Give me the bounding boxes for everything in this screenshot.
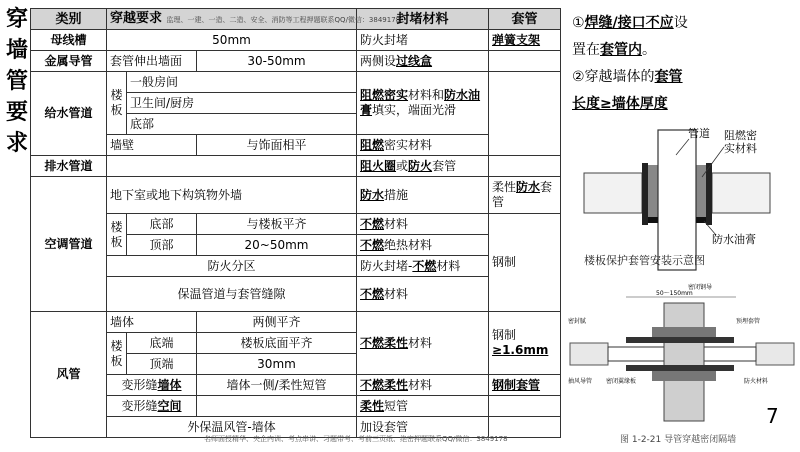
sealed-wall-caption: 图 1-2-21 导管穿越密闭隔墙 [620, 435, 737, 445]
ac-fire-zone-seal [357, 256, 489, 277]
duct-space-item-b: 空间 [157, 398, 182, 413]
ac-fire-zone: 防火分区 [107, 256, 357, 277]
duct-bottom-item: 底端 [127, 333, 197, 354]
header-requirement-label: 穿越要求 [110, 10, 163, 26]
water-item-2: 卫生间/厨房 [127, 93, 357, 114]
table-row [31, 72, 561, 93]
duct-space-item [107, 396, 197, 417]
note-line-2 [572, 37, 794, 64]
side-title [4, 4, 30, 159]
flange-bottom [652, 371, 716, 381]
ac-basement-seal-a: 防水 [360, 187, 385, 202]
category-busbar: 母线槽 [31, 30, 107, 51]
pipe [658, 130, 696, 270]
water-wall-seal-a: 阻燃 [360, 137, 385, 152]
water-seal-b: 材料和 [408, 88, 445, 102]
ac-fire-zone-seal-b: 不燃 [412, 258, 437, 273]
header-watermark: 监理、一建、一造、二造、安全、消防等工程押题联系QQ/微信：3849178 [166, 15, 401, 24]
category-ac-pipe: 空调管道 [31, 177, 107, 312]
d2-label-7: 抽风导管 [568, 378, 593, 385]
notes-panel [572, 10, 794, 118]
d2-label-4: 密封腻 [568, 318, 587, 325]
water-floor-label: 楼板 [107, 72, 127, 135]
table-row [31, 214, 561, 235]
footer-watermark: 名师面授精华、央企内训、考点串讲、习题带考、考前三页纸、绝密押题联系QQ/微信：3849178 [204, 435, 508, 443]
side-title-char: 墙 [5, 38, 28, 63]
duct-sleeve [489, 312, 561, 375]
table-row [31, 177, 561, 214]
table-row [31, 375, 561, 396]
label-paste: 防水油膏 [712, 233, 756, 246]
drain-seal-d: 套管 [432, 158, 457, 173]
label-seal-a: 阻燃密 [724, 129, 757, 142]
duct-top-value: 30mm [197, 354, 357, 375]
header-requirement [107, 9, 401, 30]
ac-basement-seal-b: 措施 [384, 187, 409, 202]
sleeve-left-wall [642, 163, 648, 225]
drain-seal-c: 防火 [408, 158, 433, 173]
ac-top-item: 顶部 [127, 235, 197, 256]
penetration-requirements-table [30, 8, 561, 438]
note-2c: 。 [642, 42, 656, 58]
duct-wall-value: 两侧平齐 [197, 312, 357, 333]
busbar-sleeve: 弹簧支架 [489, 30, 561, 51]
duct-top-item: 顶端 [127, 354, 197, 375]
note-line-1 [572, 10, 794, 37]
header-category: 类别 [31, 9, 107, 30]
table-row [31, 396, 561, 417]
d2-label-1: 密闭钢导 [688, 284, 713, 291]
water-item-3: 底部 [127, 114, 357, 135]
table-row [31, 277, 561, 312]
sleeve-top [626, 337, 734, 343]
duct-space-seal-a: 柔性 [360, 398, 385, 413]
table-row [31, 51, 561, 72]
table-row [31, 135, 561, 156]
drain-seal [357, 156, 489, 177]
water-item-1 [127, 72, 357, 93]
duct-space-seal [357, 396, 489, 417]
table-row [31, 312, 561, 333]
ac-bottom-value: 与楼板平齐 [197, 214, 357, 235]
duct-seal-b: 柔性 [384, 335, 409, 350]
header-sleeve: 套管 [489, 9, 561, 30]
duct-joint-seal-b: 材料 [408, 377, 433, 392]
ac-top-value: 20~50mm [197, 235, 357, 256]
busbar-requirement: 50mm [107, 30, 357, 51]
duct-joint-seal-a: 不燃柔性 [360, 377, 409, 392]
water-wall-item: 墙壁 [107, 135, 197, 156]
table-row [31, 30, 561, 51]
ac-basement-sleeve [489, 177, 561, 214]
floor-sleeve-diagram [584, 125, 770, 271]
d2-label-6: 密闭翼缘板 [606, 378, 637, 385]
ac-bottom-seal-b: 材料 [384, 216, 409, 231]
d2-label-5: 防火材料 [744, 378, 769, 385]
duct-space-value [197, 396, 357, 417]
duct-joint-item-b: 墙体 [157, 377, 182, 392]
metal-duct-seal-a: 两侧设 [360, 53, 397, 68]
ac-bottom-seal [357, 214, 489, 235]
water-wall-seal [357, 135, 489, 156]
ac-top-seal [357, 235, 489, 256]
duct-joint-sleeve: 钢制套管 [489, 375, 561, 396]
duct-seal-a: 不燃 [360, 335, 385, 350]
ac-bottom-seal-a: 不燃 [360, 216, 385, 231]
water-wall-value: 与饰面相平 [197, 135, 357, 156]
connector-left [570, 343, 608, 365]
sealed-wall-diagram [566, 283, 798, 438]
ac-basement-sleeve-a: 柔性 [492, 180, 517, 194]
side-title-char: 要 [5, 100, 28, 125]
header-seal-material: 封堵材料 [357, 9, 489, 30]
water-floor-seal [357, 72, 489, 135]
water-sleeve [489, 72, 561, 156]
category-water-pipe: 给水管道 [31, 72, 107, 156]
category-drain-pipe: 排水管道 [31, 156, 107, 177]
ac-fire-zone-seal-c: 材料 [436, 258, 461, 273]
connector-right [756, 343, 794, 365]
flange-top [652, 327, 716, 337]
duct-space-item-a: 变形缝 [121, 398, 158, 413]
ac-sleeve-steel: 钢制 [489, 214, 561, 312]
duct-seal-c: 材料 [408, 335, 433, 350]
ac-fire-zone-seal-a: 防火封堵- [360, 258, 413, 273]
sleeve-bottom [626, 365, 734, 371]
d2-label-3: 预埋套管 [736, 318, 761, 325]
duct-joint-item [107, 375, 197, 396]
d2-label-2: 50～150mm [656, 290, 693, 297]
sealed-wall [664, 303, 704, 421]
duct-wall-item: 墙体 [107, 312, 197, 333]
note-1c: 设 [673, 15, 688, 31]
drain-seal-a: 阻火圈 [360, 158, 397, 173]
duct-joint-item-a: 变形缝 [121, 377, 158, 392]
ac-basement-seal [357, 177, 489, 214]
duct-floor-label: 楼板 [107, 333, 127, 375]
note-2b: 套管内 [600, 42, 642, 58]
water-wall-seal-b: 密实材料 [384, 137, 433, 152]
side-title-char: 穿 [5, 7, 28, 32]
seal-fill-left [648, 165, 658, 223]
metal-duct-sleeve [489, 51, 561, 72]
duct-bottom-value: 楼板底面平齐 [197, 333, 357, 354]
page-number: 7 [766, 404, 779, 428]
drain-sleeve [489, 156, 561, 177]
metal-duct-seal-b: 过线盒 [396, 53, 433, 68]
duct-space-seal-b: 短管 [384, 398, 409, 413]
ac-insulation-gap: 保温管道与套管缝隙 [107, 277, 357, 312]
side-title-char: 管 [5, 69, 28, 94]
ac-bottom-item: 底部 [127, 214, 197, 235]
table-row [31, 256, 561, 277]
note-3a: ②穿越墙体的 [572, 69, 655, 85]
water-item-1-label: 一般房间 [130, 74, 179, 89]
metal-duct-seal [357, 51, 489, 72]
ac-floor-label: 楼板 [107, 214, 127, 256]
ac-gap-seal-a: 不燃 [360, 286, 385, 301]
table-header-row [31, 9, 561, 30]
sleeve-right-wall [706, 163, 712, 225]
side-title-char: 求 [5, 131, 28, 156]
ac-gap-seal-b: 材料 [384, 286, 409, 301]
duct-insulation-seal: 加设套管 [357, 417, 489, 438]
metal-duct-value: 30-50mm [197, 51, 357, 72]
table-row [31, 156, 561, 177]
floor-slab-left [584, 173, 642, 213]
duct-joint-seal [357, 375, 489, 396]
duct-sleeve-b: ≥1.6mm [492, 343, 549, 357]
duct-space-sleeve [489, 396, 561, 417]
drain-seal-b: 或 [396, 158, 409, 173]
note-line-3 [572, 64, 794, 91]
water-seal-d: 填实，端面光滑 [372, 103, 457, 117]
duct-insulation-item: 外保温风管-墙体 [107, 417, 357, 438]
label-seal-b: 实材料 [724, 142, 757, 155]
water-seal-c: 防水油膏 [360, 88, 481, 117]
ac-basement-sleeve-b: 防水 [516, 180, 541, 194]
ac-top-seal-b: 绝热材料 [384, 237, 433, 252]
floor-slab-right [712, 173, 770, 213]
note-2a: 置在 [572, 42, 600, 58]
ac-top-seal-a: 不燃 [360, 237, 385, 252]
duct-sleeve-a: 钢制 [492, 328, 517, 342]
ac-gap-seal [357, 277, 489, 312]
note-line-4: 长度≥墙体厚度 [572, 96, 668, 112]
water-seal-a: 阻燃密实 [360, 88, 409, 102]
ac-basement: 地下室或地下构筑物外墙 [107, 177, 357, 214]
category-air-duct: 风管 [31, 312, 107, 438]
paste-left [648, 217, 658, 223]
note-1a: ① [572, 15, 585, 31]
category-metal-duct: 金属导管 [31, 51, 107, 72]
ac-basement-sleeve-c: 套管 [492, 180, 553, 209]
note-3b: 套管 [654, 69, 683, 85]
duct-joint-value: 墙体一侧/柔性短管 [197, 375, 357, 396]
floor-sleeve-caption: 楼板保护套管安装示意图 [584, 254, 705, 267]
busbar-seal: 防火封堵 [357, 30, 489, 51]
note-1b: 焊缝/接口不应 [584, 15, 674, 31]
duct-seal [357, 312, 489, 375]
drain-requirement [107, 156, 357, 177]
label-pipe: 管道 [688, 127, 710, 140]
metal-duct-requirement: 套管伸出墙面 [107, 51, 197, 72]
